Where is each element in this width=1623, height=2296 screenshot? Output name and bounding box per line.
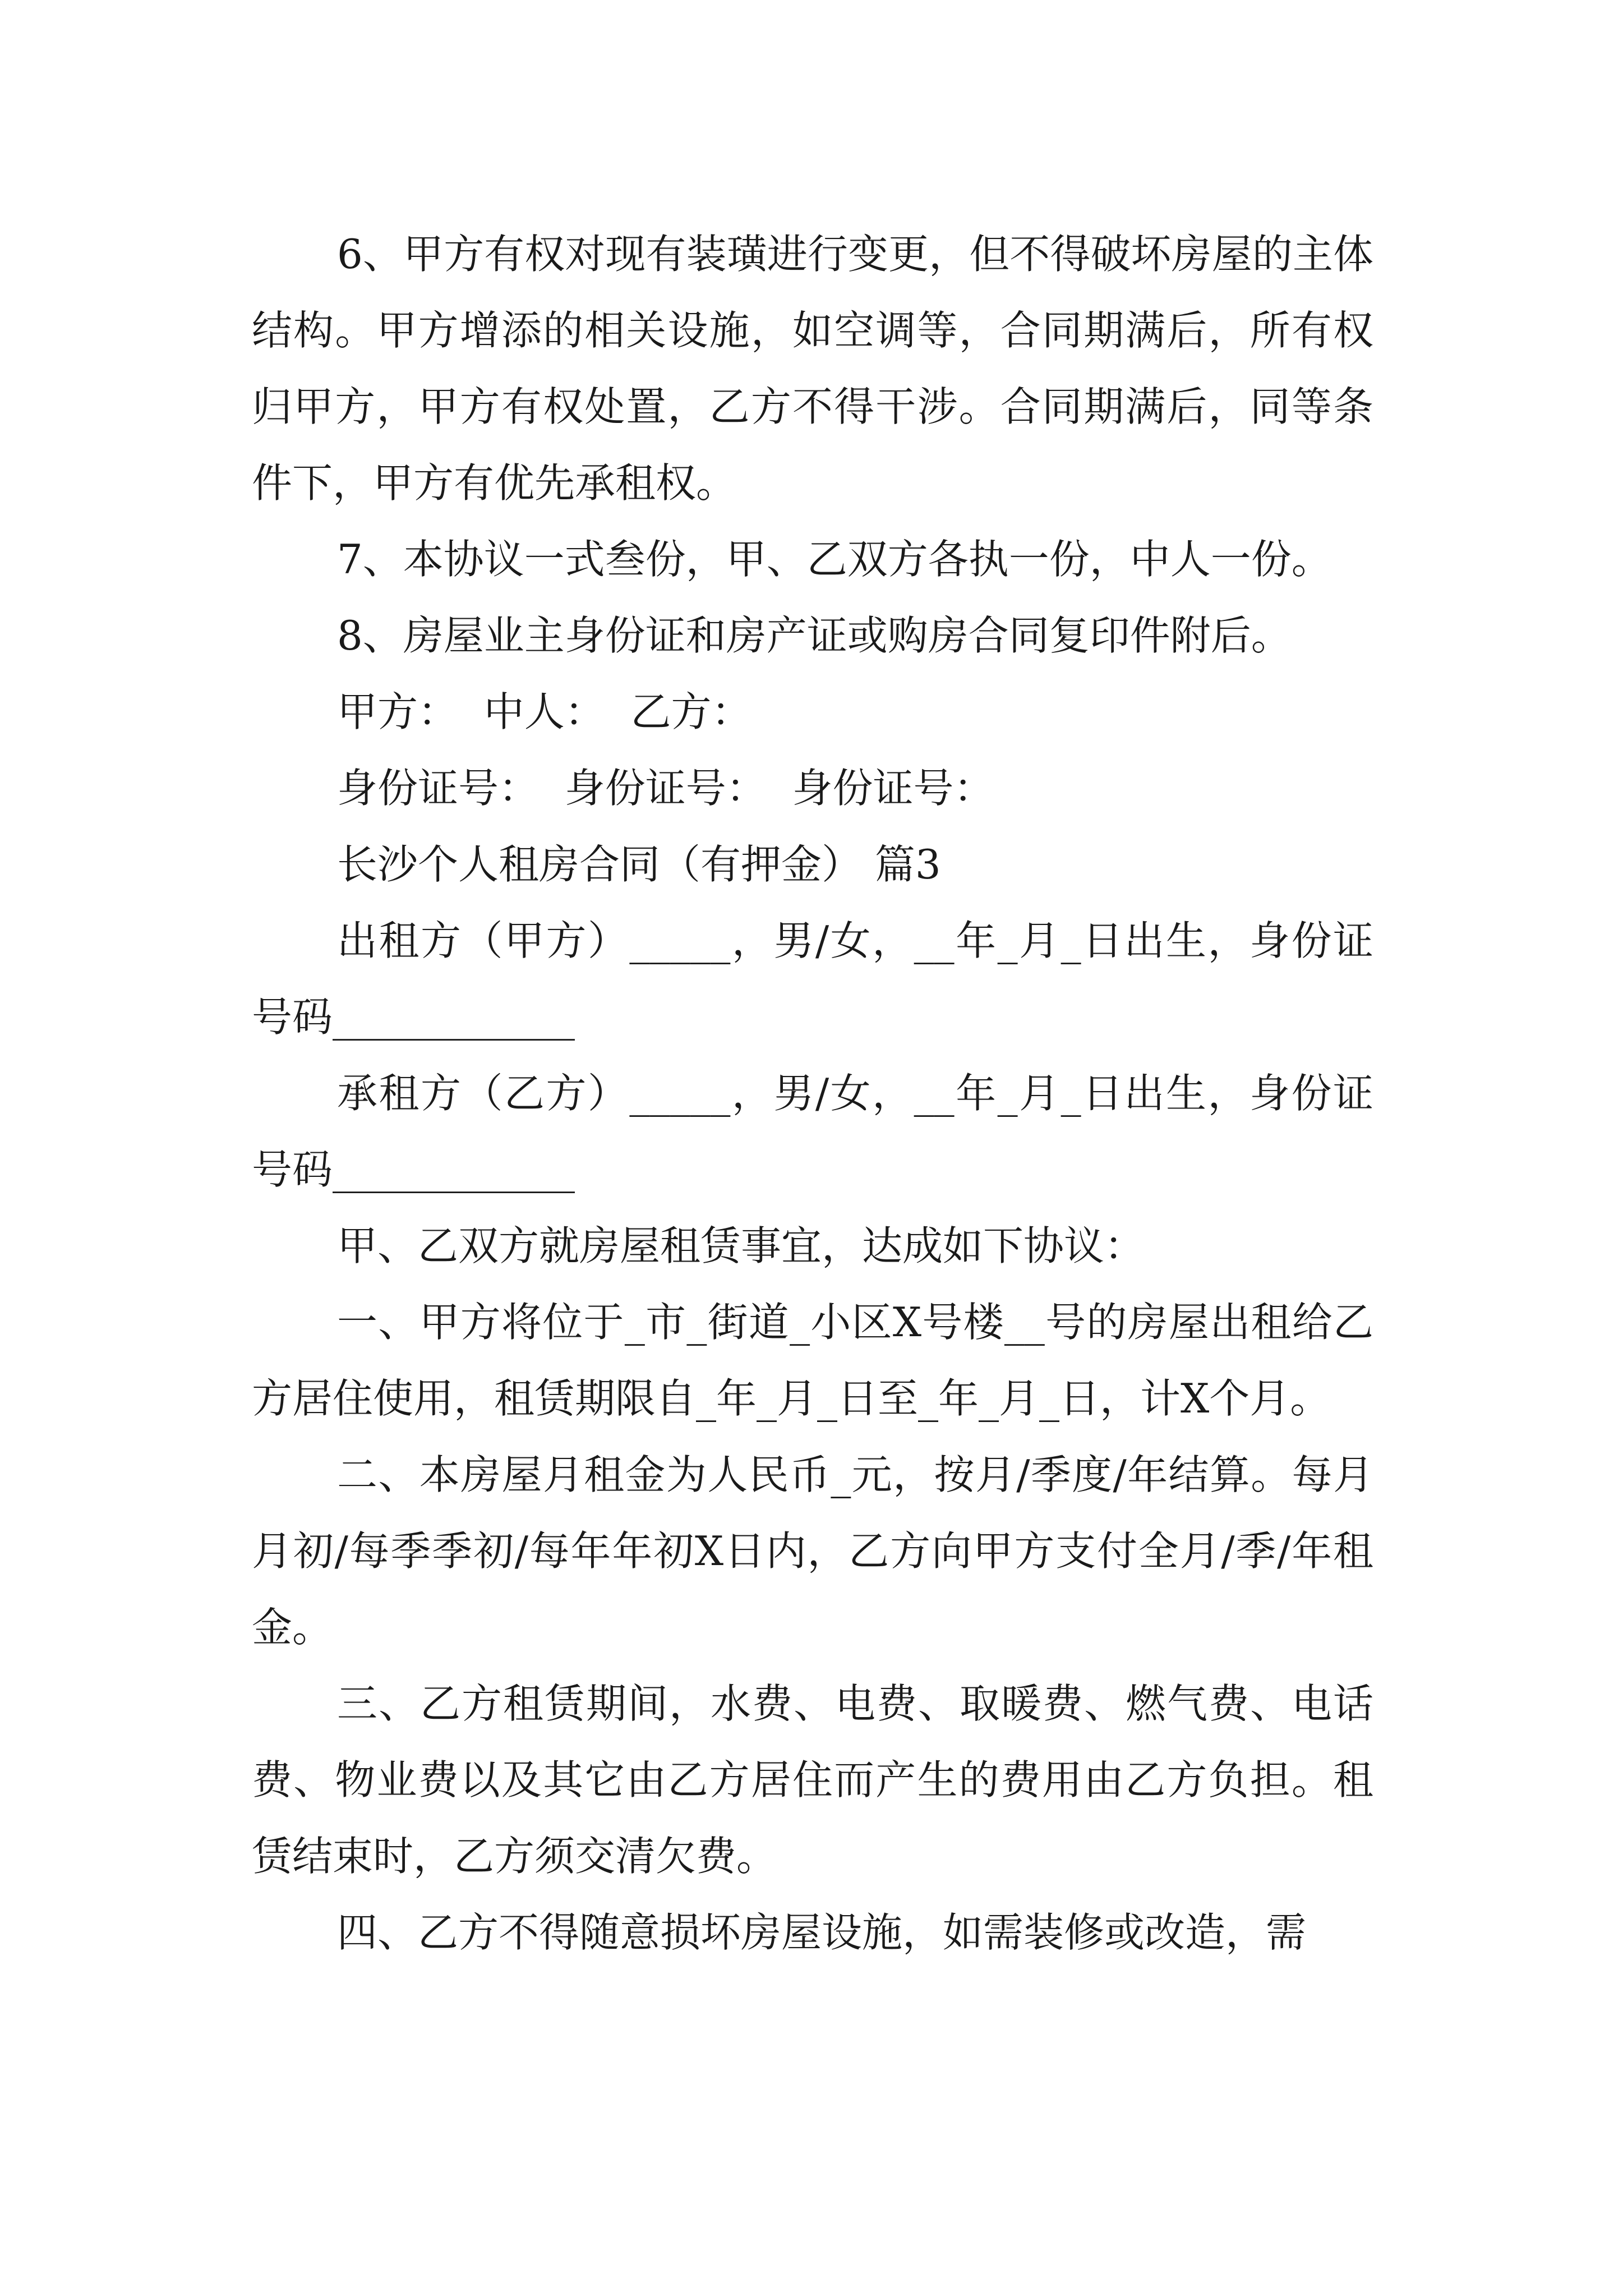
article-3-paragraph: 三、乙方租赁期间，水费、电费、取暖费、燃气费、电话费、物业费以及其它由乙方居住而产生的费用由乙方负担。租赁结束时，乙方须交清欠费。 xyxy=(252,1680,1373,1880)
id-number-line: 身份证号： 身份证号： 身份证号： xyxy=(337,765,994,812)
lessor-info-paragraph: 出租方（甲方）_____，男/女，__年_月_日出生，身份证号码____________ xyxy=(252,917,1373,1041)
clause-6-paragraph: 6、甲方有权对现有装璜进行变更，但不得破坏房屋的主体结构。甲方增添的相关设施，如空调等，合同期满后，所有权归甲方，甲方有权处置，乙方不得干涉。合同期满后，同等条件下，甲方有优先承租权。 xyxy=(252,231,1373,507)
clause-7-paragraph: 7、本协议一式叁份，甲、乙双方各执一份，中人一份。 xyxy=(337,536,1332,583)
article-2-paragraph: 二、本房屋月租金为人民币_元，按月/季度/年结算。每月月初/每季季初/每年年初X日内，乙方向甲方支付全月/季/年租金。 xyxy=(252,1451,1373,1651)
article-4-paragraph: 四、乙方不得随意损坏房屋设施，如需装修或改造，需 xyxy=(337,1909,1307,1956)
article-1-paragraph: 一、甲方将位于_市_街道_小区X号楼__号的房屋出租给乙方居住使用，租赁期限自_年_月_日至_年_月_日，计X个月。 xyxy=(252,1299,1373,1422)
lessee-info-paragraph: 承租方（乙方）_____，男/女，__年_月_日出生，身份证号码____________ xyxy=(252,1070,1373,1193)
clause-8-paragraph: 8、房屋业主身份证和房产证或购房合同复印件附后。 xyxy=(337,612,1292,659)
agreement-intro-paragraph: 甲、乙双方就房屋租赁事宜，达成如下协议： xyxy=(337,1222,1145,1269)
document-body xyxy=(252,216,1373,1971)
signature-parties-line: 甲方： 中人： 乙方： xyxy=(337,688,752,735)
section-heading: 长沙个人租房合同（有押金） 篇3 xyxy=(337,841,941,888)
